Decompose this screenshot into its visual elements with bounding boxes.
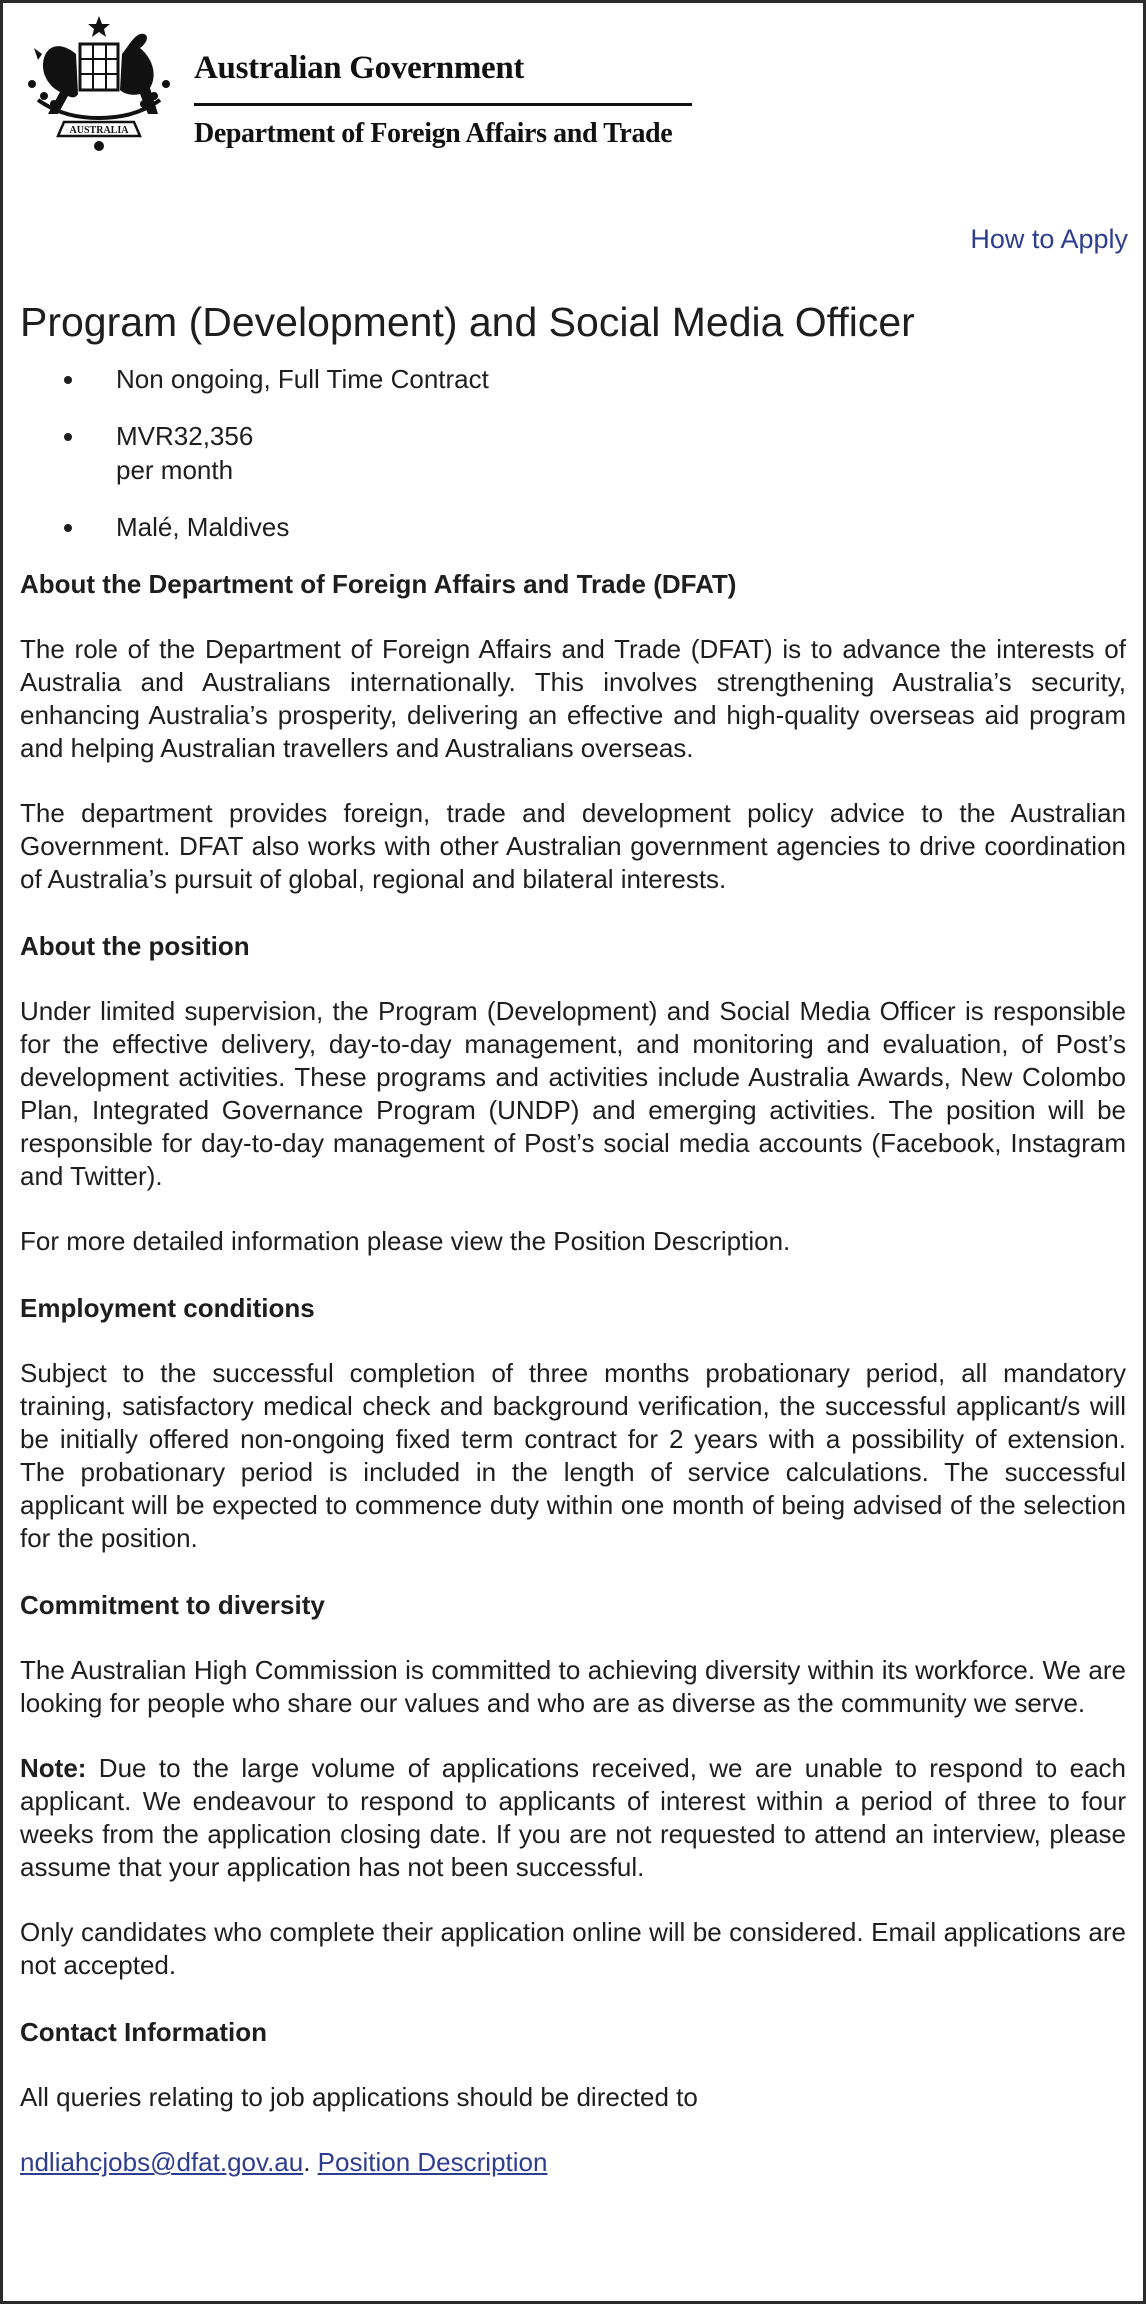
header-rule [194,103,692,106]
paragraph-about-position-2: For more detailed information please view the Position Description. [20,1226,791,1256]
fact-location: Malé, Maldives [20,510,1126,544]
paragraph-contact: All queries relating to job applications should be directed to [20,2082,698,2112]
note-text: Due to the large volume of applications received, we are unable to respond to each applicant. We endeavour to respond to applicants of interest within a period of three to four weeks from the application closing date. If you are not requested to attend an interview, please assume that your application has not been successful. [20,1753,1126,1882]
crest-banner-text: AUSTRALIA [69,125,129,136]
fact-contract-type: Non ongoing, Full Time Contract [20,362,1126,396]
department-name: Department of Foreign Affairs and Trade [194,118,673,149]
bullet-icon [64,524,72,532]
coat-of-arms-logo [18,14,180,156]
bullet-icon [64,433,72,441]
how-to-apply-link[interactable]: How to Apply [970,224,1128,254]
contact-email-link[interactable]: ndliahcjobs@dfat.gov.au [20,2147,304,2177]
paragraph-about-dfat-2: The department provides foreign, trade and development policy advice to the Australian Government. DFAT also works with other Australian government agencies to drive coordination of Australia’s pursuit of global, regional and bilateral interests. [20,798,1126,894]
note-label: Note: [20,1753,87,1783]
heading-employment-conditions: Employment conditions [20,1293,315,1323]
fact-salary: MVR32,356 per month [20,419,1126,487]
paragraph-about-dfat-1: The role of the Department of Foreign Affairs and Trade (DFAT) is to advance the interests of Australia and Australians internationally. This involves strengthening Australia’s security, enhancing Australia’s prosperity, delivering an effective and high-quality overseas aid program and helping Australian travellers and Australians overseas. [20,634,1126,763]
government-name: Australian Government [194,50,525,86]
heading-contact-information: Contact Information [20,2017,267,2047]
heading-commitment-diversity: Commitment to diversity [20,1590,325,1620]
contact-links [20,2146,1126,2179]
job-advert-content [20,296,1126,2179]
job-title: Program (Development) and Social Media Officer [20,299,915,345]
paragraph-note [20,1752,1126,1884]
bullet-icon [64,376,72,384]
paragraph-diversity: The Australian High Commission is committed to achieving diversity within its workforce. We are looking for people who share our values and who are as diverse as the community we serve. [20,1655,1126,1718]
heading-about-dfat: About the Department of Foreign Affairs and Trade (DFAT) [20,569,737,599]
heading-about-position: About the position [20,931,250,961]
link-separator: . [303,2147,318,2177]
position-description-link[interactable]: Position Description [317,2147,548,2177]
paragraph-online-only: Only candidates who complete their application online will be considered. Email applications are not accepted. [20,1917,1126,1980]
job-facts-list [20,362,1126,544]
paragraph-about-position-1: Under limited supervision, the Program (Development) and Social Media Officer is responsible for the effective delivery, day-to-day management, and monitoring and evaluation, of Post’s development activities. These programs and activities include Australia Awards, New Colombo Plan, Integrated Governance Program (UNDP) and emerging activities. The position will be responsible for day-to-day management of Post’s social media accounts (Facebook, Instagram and Twitter). [20,996,1126,1191]
paragraph-employment-conditions: Subject to the successful completion of three months probationary period, all mandatory training, satisfactory medical check and background verification, the successful applicant/s will be initially offered non-ongoing fixed term contract for 2 years with a possibility of extension. The probationary period is included in the length of service calculations. The successful applicant will be expected to commence duty within one month of being advised of the selection for the position. [20,1358,1126,1553]
